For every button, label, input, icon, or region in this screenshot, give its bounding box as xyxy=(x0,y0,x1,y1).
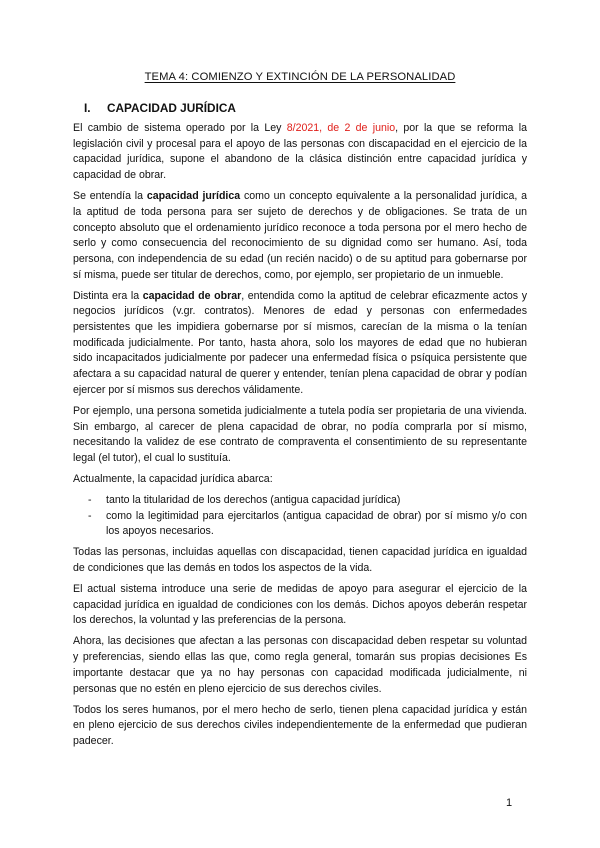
law-reference: 8/2021, de 2 de junio xyxy=(286,122,396,134)
paragraph-8: Ahora, las decisiones que afectan a las personas con discapacidad deben respetar su voluntad y preferencias, siendo ellas las que, como regla general, tomarán sus propias decisiones Es importante destacar que ya no hay personas con capacidad modificada judicialmente, ni personas que no estén en pleno ejercicio de sus derechos civiles. xyxy=(73,635,527,695)
list-item: - como la legitimidad para ejercitarlos (antigua capacidad de obrar) por sí mismo y/o con los apoyos necesarios. xyxy=(73,509,527,540)
paragraph-3-before: Distinta era la xyxy=(73,289,143,302)
paragraph-2-after: como un concepto equivalente a la personalidad jurídica, a la aptitud de toda persona para ser sujeto de derechos y de obligaciones. Se trata de un concepto absoluto que el ordenamiento jurídico reconoce a toda persona por el mero hecho de serlo y como consecuencia del reconocimiento de su dignidad como ser humano. Así, toda persona, con independencia de su edad (un recién nacido) o de su aptitud para gobernarse por sí misma, puede ser titular de derechos, como, por ejemplo, ser propietario de un inmueble. xyxy=(73,190,527,281)
page-number: 1 xyxy=(506,797,513,809)
paragraph-1-after: , por la que se reforma la legislación civil y procesal para el apoyo de las personas con discapacidad en el ejercicio de la capacidad jurídica, supone el abandono de la clásica distinción entre capacidad jurídica y capacidad de obrar. xyxy=(73,122,527,182)
paragraph-5: Actualmente, la capacidad jurídica abarca: xyxy=(73,472,273,485)
paragraph-2-before: Se entendía la xyxy=(73,190,147,203)
section-heading xyxy=(84,101,236,115)
paragraph-4: Por ejemplo, una persona sometida judicialmente a tutela podía ser propietaria de una vivienda. Sin embargo, al carecer de plena capacidad de obrar, no podía comprarla por sí mismo, necesitando la validez de ese contrato de compraventa el consentimiento de su representante legal (el tutor), el cual lo sustituía. xyxy=(73,404,527,464)
section-number: I. xyxy=(84,101,91,115)
paragraph-7: El actual sistema introduce una serie de medidas de apoyo para asegurar el ejercicio de la capacidad jurídica en igualdad de condiciones con los demás. Dichos apoyos deberán respetar los derechos, la voluntad y las preferencias de la persona. xyxy=(73,583,527,627)
paragraph-6: Todas las personas, incluidas aquellas con discapacidad, tienen capacidad jurídica en igualdad de condiciones que las demás en todos los aspectos de la vida. xyxy=(73,546,527,575)
document-title xyxy=(0,71,600,83)
document-title-text: TEMA 4: COMIENZO Y EXTINCIÓN DE LA PERSONALIDAD xyxy=(144,71,456,83)
paragraph-9: Todos los seres humanos, por el mero hecho de serlo, tienen plena capacidad jurídica y están en pleno ejercicio de sus derechos civiles independientemente de la enfermedad que pudieran padecer. xyxy=(73,703,527,747)
capacity-list xyxy=(73,493,527,540)
document-body xyxy=(73,121,527,755)
term-capacidad-juridica: capacidad jurídica xyxy=(146,190,241,203)
term-capacidad-de-obrar: capacidad de obrar xyxy=(142,289,242,302)
paragraph-1-before: El cambio de sistema operado por la Ley xyxy=(73,122,287,134)
list-item: - tanto la titularidad de los derechos (antigua capacidad jurídica) xyxy=(73,493,527,509)
paragraph-1 xyxy=(73,121,527,184)
section-title: CAPACIDAD JURÍDICA xyxy=(107,101,236,115)
paragraph-3 xyxy=(73,289,527,399)
paragraph-3-after: , entendida como la aptitud de celebrar eficazmente actos y negocios jurídicos (v.gr. contratos). Menores de edad y personas con enfermedades persistentes que les impidiera gobernarse por sí mismos, carecían de la misma o la tenían modificada judicialmente. Por tanto, hasta ahora, solo los mayores de edad que no hubieran sido incapacitados judicialmente por padecer una enfermedad física o psíquica persistente que afectara a su capacidad natural de querer y entender, tenían plena capacidad de obrar y podían ejercer por sí mismos sus derechos válidamente. xyxy=(73,289,527,396)
paragraph-2 xyxy=(73,189,527,283)
